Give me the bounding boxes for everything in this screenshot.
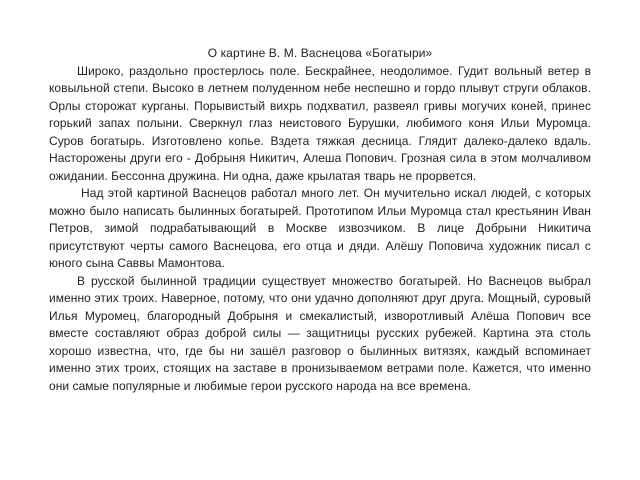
document-title: О картине В. М. Васнецова «Богатыри» <box>207 46 433 60</box>
paragraph-2: Над этой картиной Васнецов работал много лет. Он мучительно искал людей, с которых можно было написать былинных богатырей. Прототипом Ильи Муромца стал крестьянин Иван Петров, зимой подрабатывающий в Москве извозчиком. В лице Добрыни Никитича присутствуют черты самого Васнецова, его отца и дяди. Алёшу Поповича художник писал с юного сына Саввы Мамонтова. <box>49 186 591 270</box>
paragraph-1: Широко, раздольно простерлось поле. Бескрайнее, неодолимое. Гудит вольный ветер в ковыльной степи. Высоко в летнем полуденном небе неспешно и гордо плывут струги облаков. Орлы сторожат курганы. Порывистый вихрь подхватил, развеял гривы могучих коней, принес горький запах полыни. Сверкнул глаз неистового Бурушки, любимого коня Ильи Муромца. Суров богатырь. Изготовлено копье. Вздета тяжкая десница. Глядит далеко-далеко вдаль. Насторожены други его - Добрыня Никитич, Алеша Попович. Грозная сила в этом молчаливом ожидании. Бессонна дружина. Ни одна, даже крылатая тварь не прорвется. <box>49 63 591 183</box>
paragraph-3: В русской былинной традиции существует множество богатырей. Но Васнецов выбрал именно этих троих. Наверное, потому, что они удачно дополняют друг друга. Мощный, суровый Илья Муромец, благородный Добрыня и смекалистый, изворотливый Алёша Попович все вместе составляют образ доброй силы — защитницы русских рубежей. Картина эта столь хорошо известна, что, где бы ни зашёл разговор о былинных витязях, каждый вспоминает именно этих троих, стоящих на заставе в пронизываемом ветрами поле. Кажется, что именно они самые популярные и любимые герои русского народа на все времена. <box>49 273 591 393</box>
